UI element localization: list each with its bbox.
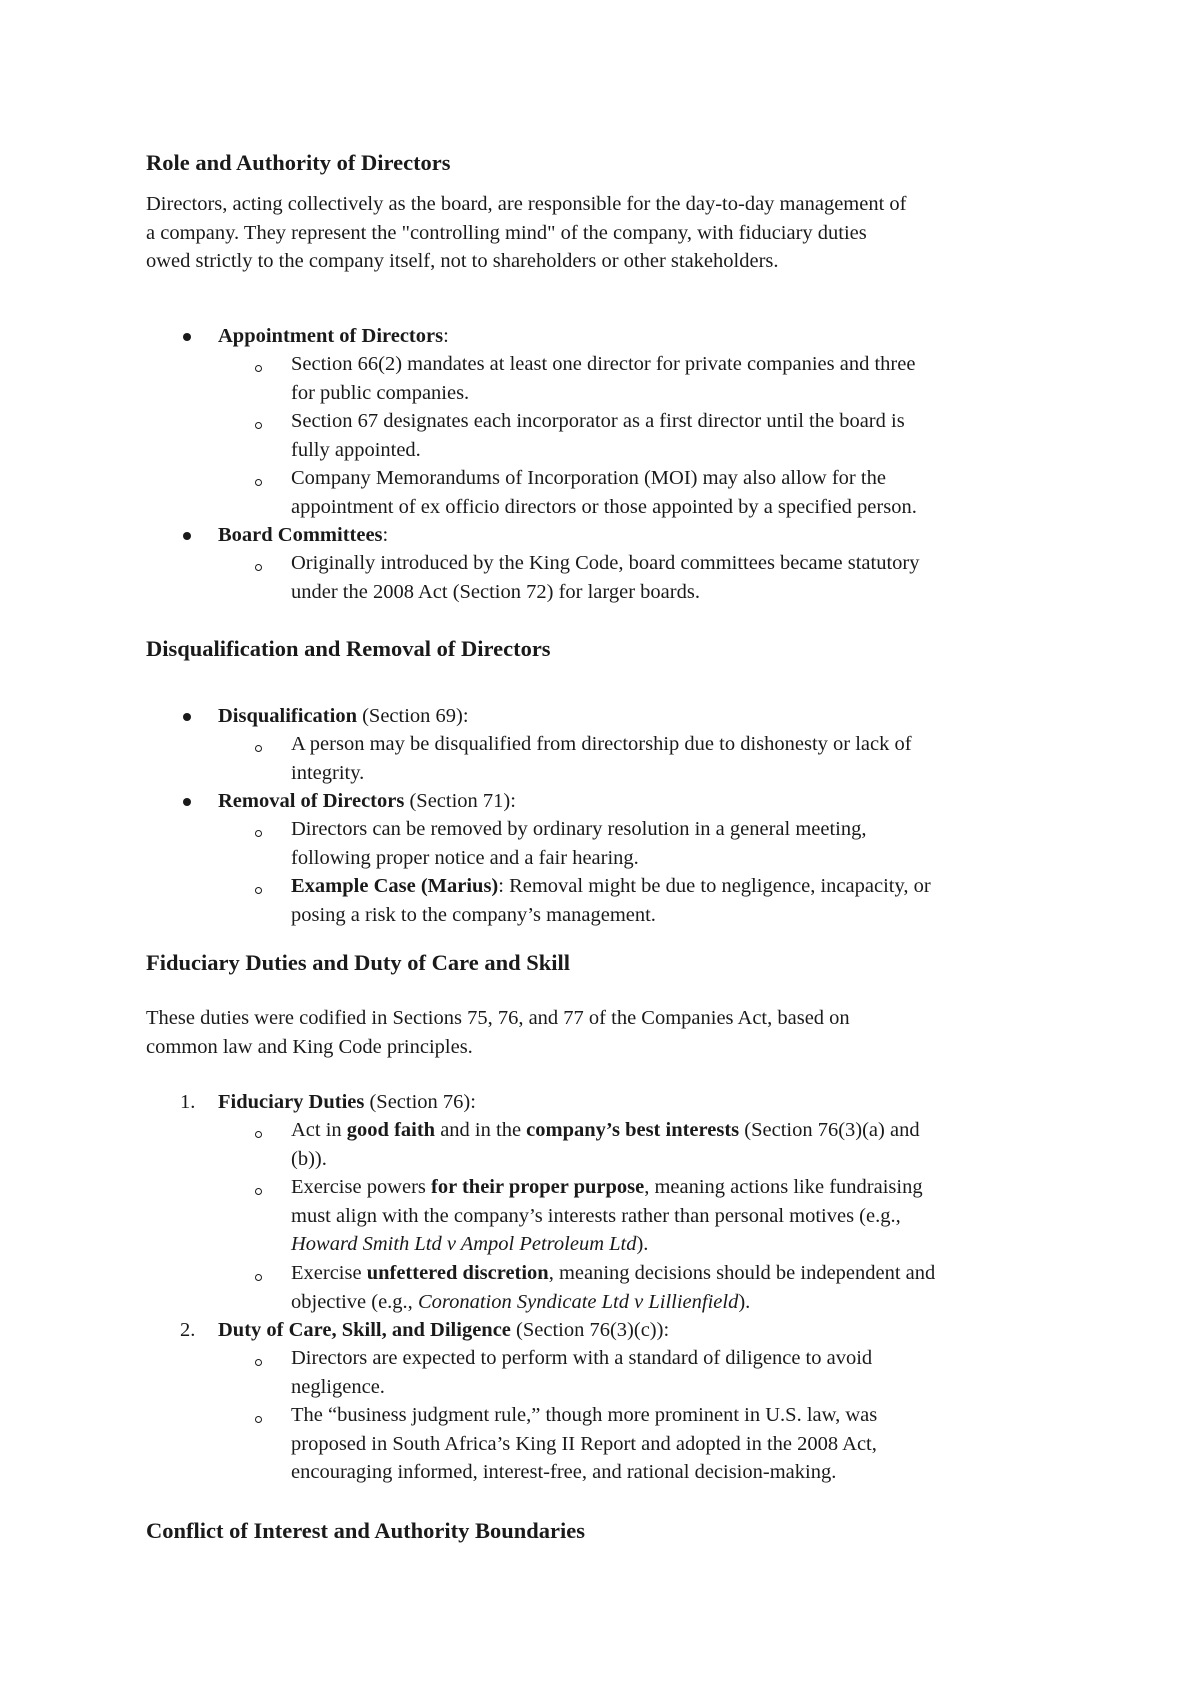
circle-bullet-icon [255,479,262,486]
list-number: 2. [180,1319,196,1341]
sub-item: Section 67 designates each incorporator as a first director until the board is fully appointed. [291,410,905,461]
bullet-icon [183,532,191,540]
circle-bullet-icon [255,1274,262,1281]
section-heading-role-authority: Role and Authority of Directors [146,150,451,175]
section-heading-conflict: Conflict of Interest and Authority Boundaries [146,1518,585,1543]
sub-item: Exercise unfettered discretion, meaning decisions should be independent and objective (e.g., Coronation Syndicate Ltd v Lillienfield). [291,1262,936,1313]
bullet-icon [183,713,191,721]
section-heading-fiduciary: Fiduciary Duties and Duty of Care and Skill [146,950,571,975]
list-item-duty-of-care: Duty of Care, Skill, and Diligence (Section 76(3)(c)): [218,1319,670,1341]
circle-bullet-icon [255,422,262,429]
sub-item: A person may be disqualified from directorship due to dishonesty or lack of integrity. [291,733,912,784]
sub-item-example-case: Example Case (Marius): Removal might be due to negligence, incapacity, or posing a risk to the company’s management. [291,875,931,926]
circle-bullet-icon [255,1131,262,1138]
circle-bullet-icon [255,830,262,837]
list-item-removal: Removal of Directors (Section 71): [218,790,516,812]
circle-bullet-icon [255,887,262,894]
list-item-board-committees: Board Committees: [218,524,389,546]
circle-bullet-icon [255,1188,262,1195]
circle-bullet-icon [255,564,262,571]
intro-paragraph: Directors, acting collectively as the board, are responsible for the day-to-day management of a company. They represent the "controlling mind" of the company, with fiduciary duties owed strictly to the company itself, not to shareholders or other stakeholders. [146,193,907,273]
sub-item: Exercise powers for their proper purpose, meaning actions like fundraising must align with the company’s interests rather than personal motives (e.g., Howard Smith Ltd v Ampol Petroleum Ltd). [291,1176,923,1256]
circle-bullet-icon [255,745,262,752]
list-number: 1. [180,1091,196,1113]
sub-item: Directors can be removed by ordinary resolution in a general meeting, following proper notice and a fair hearing. [291,818,867,869]
list-item-appointment: Appointment of Directors: [218,325,449,347]
circle-bullet-icon [255,1416,262,1423]
sub-item: Act in good faith and in the company’s best interests (Section 76(3)(a) and (b)). [291,1119,920,1170]
list-item-disqualification: Disqualification (Section 69): [218,705,469,727]
sub-item: Company Memorandums of Incorporation (MOI) may also allow for the appointment of ex officio directors or those appointed by a specified person. [291,467,917,518]
bullet-icon [183,333,191,341]
sub-item: The “business judgment rule,” though more prominent in U.S. law, was proposed in South Africa’s King II Report and adopted in the 2008 Act, encouraging informed, interest-free, and rational decision-making. [291,1404,878,1484]
sub-item: Directors are expected to perform with a standard of diligence to avoid negligence. [291,1347,873,1398]
sub-item: Originally introduced by the King Code, board committees became statutory under the 2008 Act (Section 72) for larger boards. [291,552,920,603]
sub-item: Section 66(2) mandates at least one director for private companies and three for public companies. [291,353,916,404]
circle-bullet-icon [255,365,262,372]
list-item-fiduciary-duties: Fiduciary Duties (Section 76): [218,1091,476,1113]
fiduciary-paragraph: These duties were codified in Sections 75, 76, and 77 of the Companies Act, based on common law and King Code principles. [146,1007,850,1058]
section-heading-disqualification: Disqualification and Removal of Directors [146,636,551,661]
circle-bullet-icon [255,1359,262,1366]
bullet-icon [183,798,191,806]
